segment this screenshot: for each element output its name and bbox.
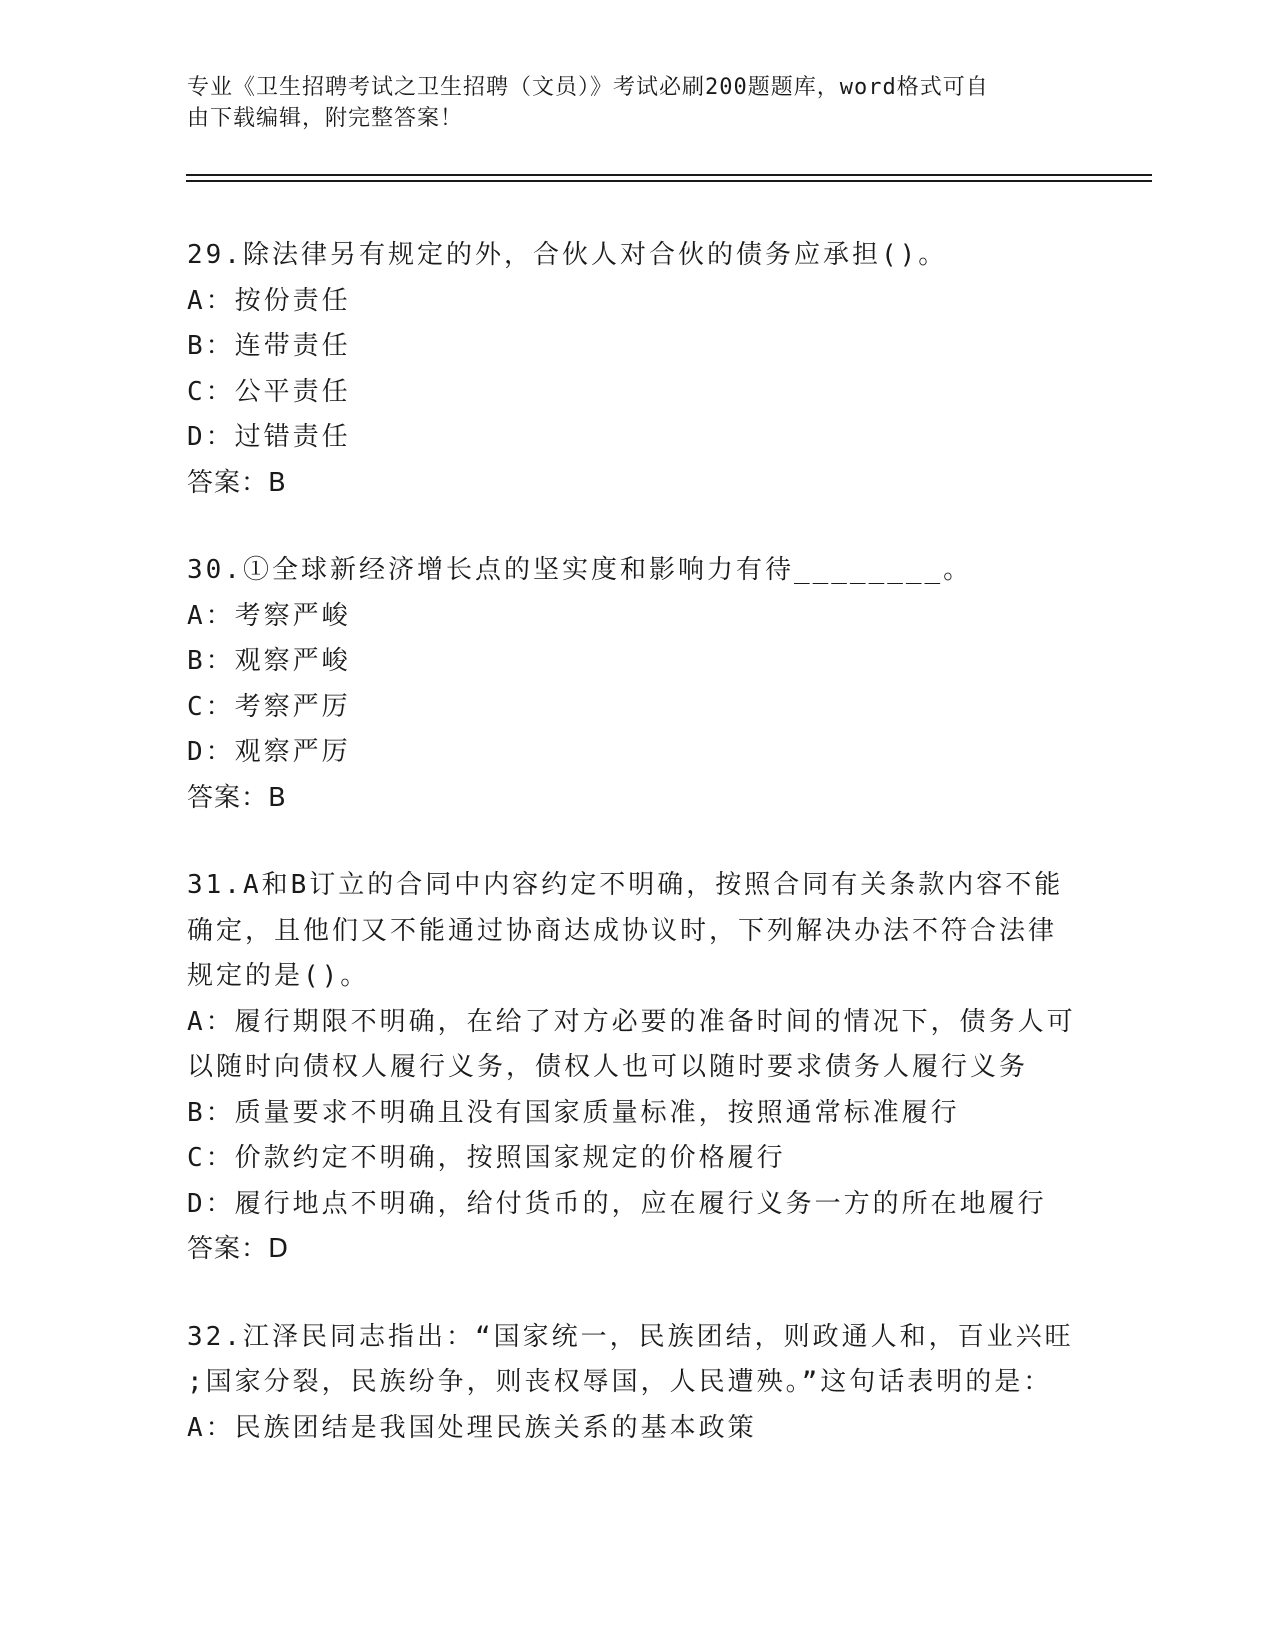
option-b: B：观察严峻: [187, 646, 351, 676]
option-c: C：价款约定不明确，按照国家规定的价格履行: [187, 1143, 786, 1173]
option-d: D：观察严厉: [187, 737, 351, 767]
option-a: A：考察严峻: [187, 600, 351, 631]
header-line-2: 由下载编辑，附完整答案！: [187, 106, 464, 131]
question-stem-line-2: ;国家分裂，民族纷争，则丧权辱国，人民遭殃。”这句话表明的是：: [187, 1367, 1053, 1397]
option-b: B：质量要求不明确且没有国家质量标准，按照通常标准履行: [187, 1097, 960, 1128]
option-c: C：公平责任: [187, 376, 351, 407]
question-29: [187, 233, 1087, 506]
question-32: [187, 1315, 1087, 1452]
answer: 答案：D: [187, 1234, 290, 1264]
answer: 答案：B: [187, 782, 287, 813]
question-list: [187, 233, 1087, 1493]
document-header: [187, 72, 1067, 134]
option-a-continued: 以随时向债权人履行义务，债权人也可以随时要求债务人履行义务: [187, 1052, 1029, 1082]
question-stem-line-1: 31.A和B订立的合同中内容约定不明确，按照合同有关条款内容不能: [187, 870, 1064, 900]
question-30: [187, 548, 1087, 821]
question-stem-line-1: 32.江泽民同志指出：“国家统一，民族团结，则政通人和，百业兴旺: [187, 1321, 1074, 1352]
option-a: A：民族团结是我国处理民族关系的基本政策: [187, 1412, 757, 1443]
header-divider-bottom: [186, 180, 1152, 182]
question-stem: 29.除法律另有规定的外，合伙人对合伙的债务应承担()。: [187, 240, 948, 270]
option-d: D：履行地点不明确，给付货币的，应在履行义务一方的所在地履行: [187, 1188, 1047, 1219]
question-stem-line-2: 确定，且他们又不能通过协商达成协议时，下列解决办法不符合法律: [187, 915, 1058, 946]
option-a: A：履行期限不明确，在给了对方必要的准备时间的情况下，债务人可: [187, 1006, 1076, 1037]
option-b: B：连带责任: [187, 331, 351, 361]
answer: 答案：B: [187, 467, 287, 498]
question-31: [187, 863, 1087, 1273]
question-stem: 30.①全球新经济增长点的坚实度和影响力有待________。: [187, 555, 973, 585]
option-d: D：过错责任: [187, 422, 351, 452]
header-line-1: 专业《卫生招聘考试之卫生招聘（文员）》考试必刷200题题库，word格式可自: [187, 75, 989, 100]
option-a: A：按份责任: [187, 285, 351, 316]
question-stem-line-3: 规定的是()。: [187, 961, 370, 991]
header-divider-top: [186, 174, 1152, 176]
option-c: C：考察严厉: [187, 691, 351, 722]
